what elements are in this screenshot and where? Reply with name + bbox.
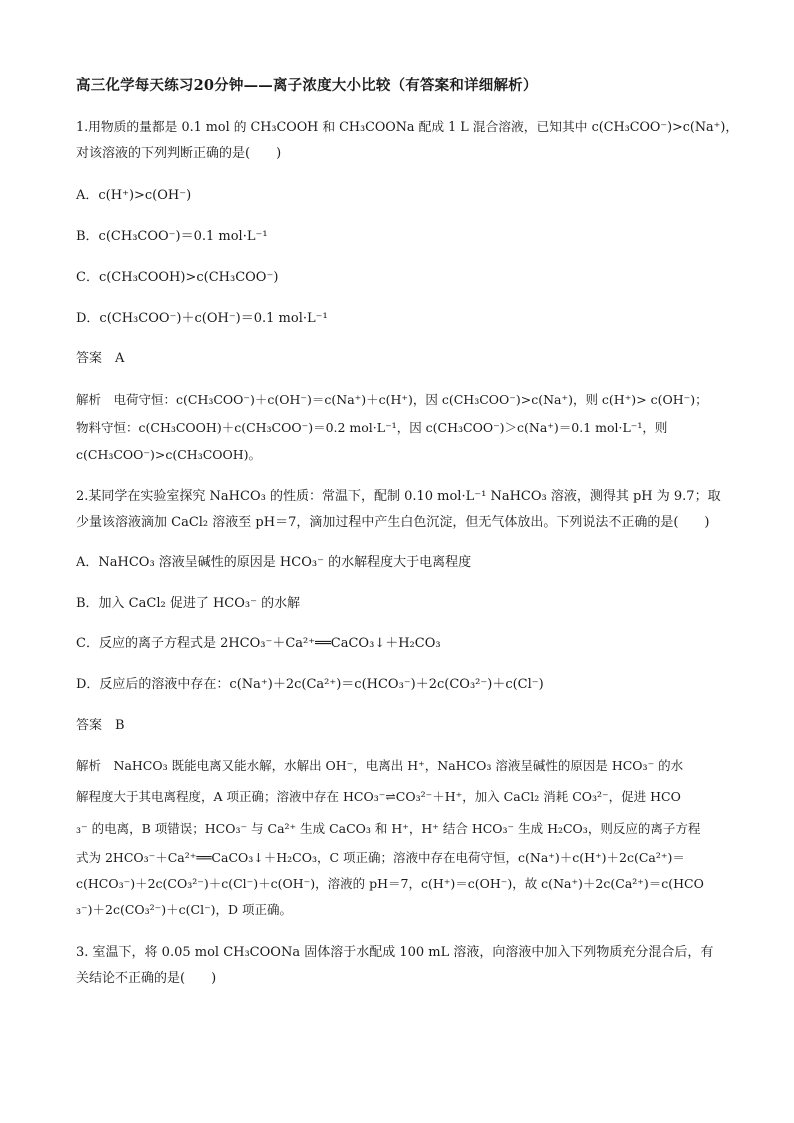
- q2-analysis-line-6: ₃⁻)＋2c(CO₃²⁻)＋c(Cl⁻)，D 项正确。: [76, 902, 293, 917]
- q2-analysis-line-1: 解析 NaHCO₃ 既能电离又能水解，水解出 OH⁻，电离出 H⁺，NaHCO₃ 溶液呈碱性的原因是 HCO₃⁻ 的水: [76, 758, 684, 773]
- q2-option-c: C．反应的离子方程式是 2HCO₃⁻＋Ca²⁺══CaCO₃↓＋H₂CO₃: [76, 636, 441, 651]
- q2-analysis-line-3: ₃⁻ 的电离，B 项错误；HCO₃⁻ 与 Ca²⁺ 生成 CaCO₃ 和 H⁺，H⁺ 结合 HCO₃⁻ 生成 H₂CO₃，则反应的离子方程: [76, 821, 701, 836]
- q2-stem-line-2: 少量该溶液滴加 CaCl₂ 溶液至 pH＝7，滴加过程中产生白色沉淀，但无气体放出。下列说法不正确的是( ): [76, 515, 710, 530]
- q1-option-b: B．c(CH₃COO⁻)＝0.1 mol·L⁻¹: [76, 229, 268, 244]
- q1-option-a: A．c(H⁺)>c(OH⁻): [76, 188, 192, 203]
- q2-answer: 答案 B: [76, 718, 125, 733]
- q1-answer: 答案 A: [76, 351, 125, 366]
- q3-stem-line-2: 关结论不正确的是( ): [76, 971, 217, 986]
- q2-option-d: D．反应后的溶液中存在：c(Na⁺)＋2c(Ca²⁺)＝c(HCO₃⁻)＋2c(CO₃²⁻)＋c(Cl⁻): [76, 677, 544, 692]
- q2-analysis-line-4: 式为 2HCO₃⁻＋Ca²⁺══CaCO₃↓＋H₂CO₃，C 项正确；溶液中存在电荷守恒，c(Na⁺)＋c(H⁺)＋2c(Ca²⁺)＝: [76, 850, 685, 865]
- q2-stem-line-1: 2.某同学在实验室探究 NaHCO₃ 的性质：常温下，配制 0.10 mol·L⁻¹ NaHCO₃ 溶液，测得其 pH 为 9.7；取: [76, 489, 721, 504]
- q1-analysis-line-3: c(CH₃COO⁻)>c(CH₃COOH)。: [76, 447, 262, 462]
- q1-option-c: C．c(CH₃COOH)>c(CH₃COO⁻): [76, 270, 279, 285]
- q3-stem-line-1: 3. 室温下，将 0.05 mol CH₃COONa 固体溶于水配成 100 mL 溶液，向溶液中加入下列物质充分混合后，有: [76, 945, 714, 960]
- q1-analysis-line-1: 解析 电荷守恒：c(CH₃COO⁻)＋c(OH⁻)＝c(Na⁺)＋c(H⁺)，因 c(CH₃COO⁻)>c(Na⁺)，则 c(H⁺)> c(OH⁻)；: [76, 392, 708, 407]
- q2-option-a: A．NaHCO₃ 溶液呈碱性的原因是 HCO₃⁻ 的水解程度大于电离程度: [76, 555, 472, 570]
- q1-stem-line-2: 对该溶液的下列判断正确的是( ): [76, 146, 282, 161]
- q1-analysis-line-2: 物料守恒：c(CH₃COOH)＋c(CH₃COO⁻)＝0.2 mol·L⁻¹，因 c(CH₃COO⁻)＞c(Na⁺)＝0.1 mol·L⁻¹，则: [76, 420, 668, 435]
- q1-option-d: D．c(CH₃COO⁻)＋c(OH⁻)＝0.1 mol·L⁻¹: [76, 311, 328, 326]
- q2-analysis-line-2: 解程度大于其电离程度，A 项正确；溶液中存在 HCO₃⁻⇌CO₃²⁻＋H⁺，加入 CaCl₂ 消耗 CO₃²⁻，促进 HCO: [76, 789, 681, 804]
- q1-stem-line-1: 1.用物质的量都是 0.1 mol 的 CH₃COOH 和 CH₃COONa 配成 1 L 混合溶液，已知其中 c(CH₃COO⁻)>c(Na⁺)，: [76, 120, 739, 135]
- q2-option-b: B．加入 CaCl₂ 促进了 HCO₃⁻ 的水解: [76, 596, 301, 611]
- page-title: 高三化学每天练习20分钟——离子浓度大小比较（有答案和详细解析）: [76, 77, 538, 94]
- q2-analysis-line-5: c(HCO₃⁻)＋2c(CO₃²⁻)＋c(Cl⁻)＋c(OH⁻)，溶液的 pH＝7，c(H⁺)＝c(OH⁻)，故 c(Na⁺)＋2c(Ca²⁺)＝c(HCO: [76, 876, 704, 891]
